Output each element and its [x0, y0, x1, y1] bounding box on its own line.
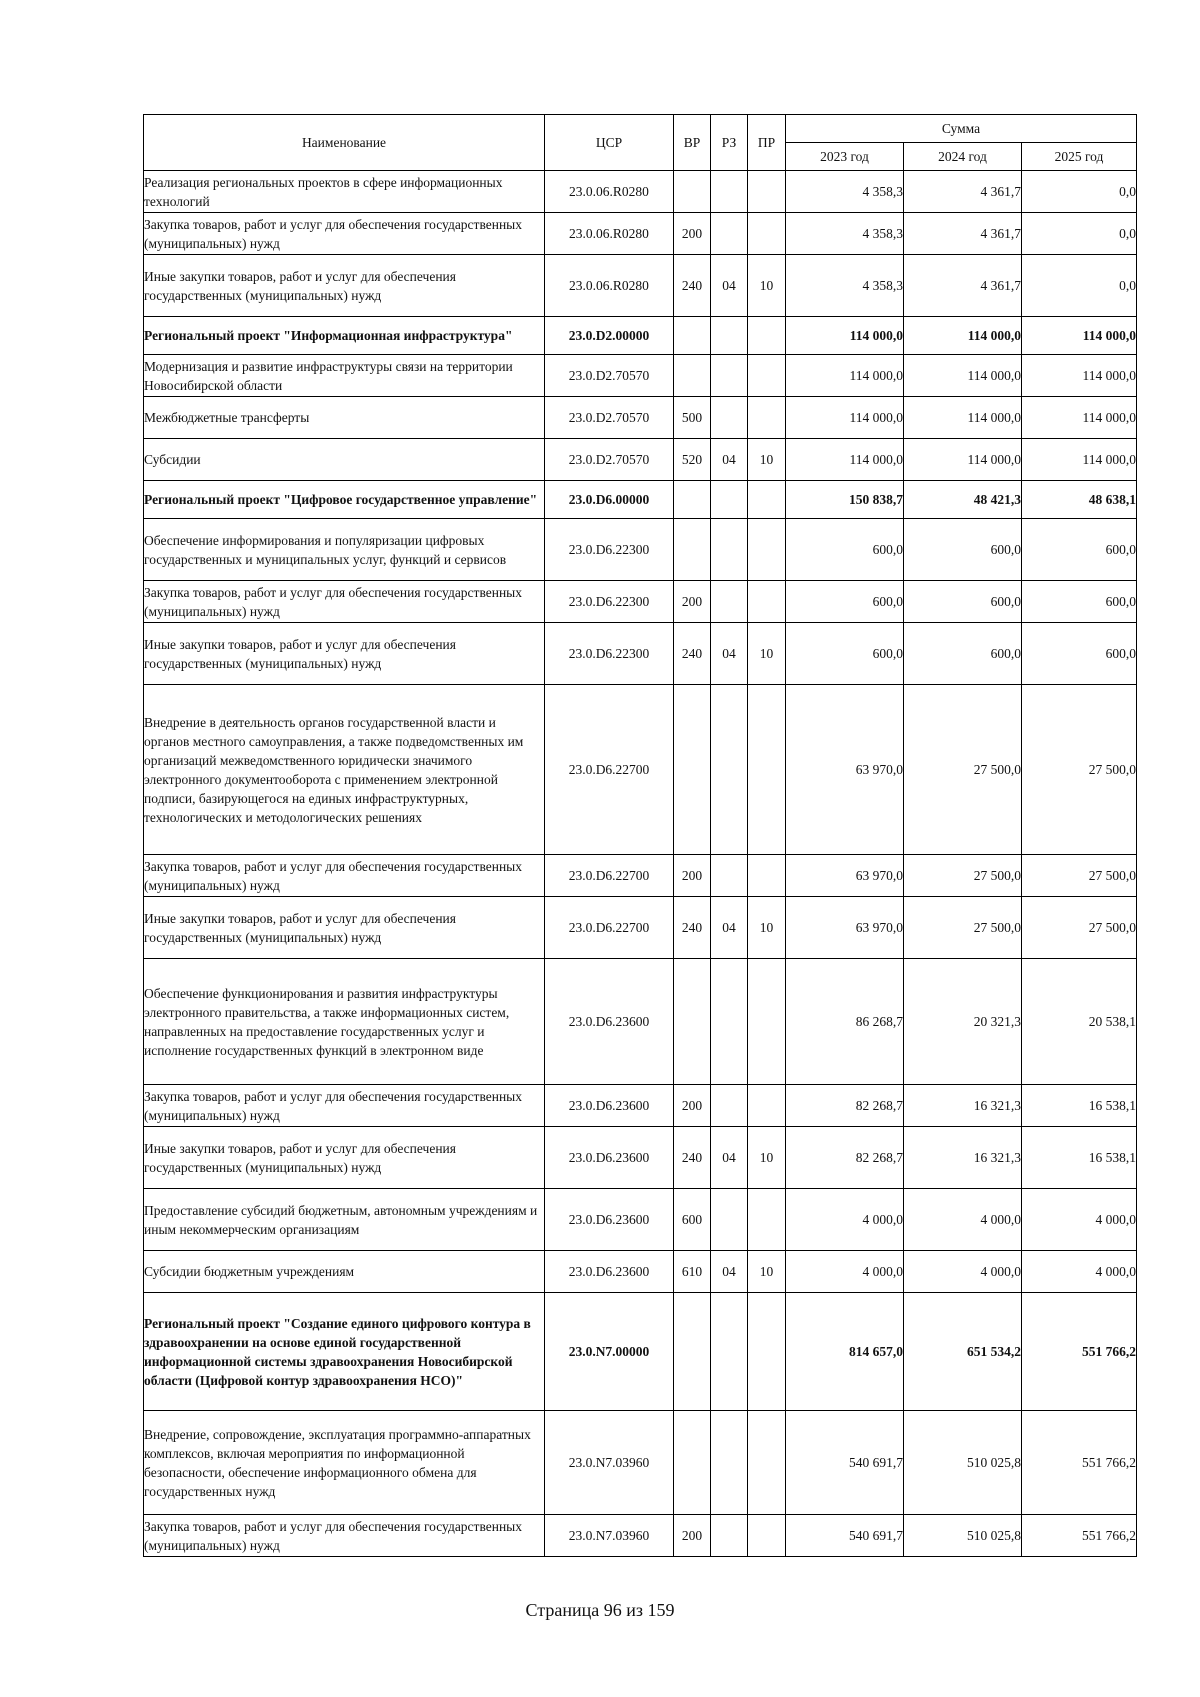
header-pr: ПР — [748, 115, 786, 171]
row-vr: 600 — [674, 1189, 711, 1251]
row-vr — [674, 1411, 711, 1515]
table-row — [144, 519, 1137, 581]
row-rz — [711, 855, 748, 897]
row-pr — [748, 1189, 786, 1251]
row-sum-2024: 114 000,0 — [904, 439, 1022, 481]
table-row — [144, 1127, 1137, 1189]
header-year-2023: 2023 год — [786, 143, 904, 171]
row-sum-2024: 4 361,7 — [904, 171, 1022, 213]
row-name: Внедрение в деятельность органов государственной власти и органов местного самоуправления, а также подведомственных им организаций межведомственного юридически значимого электронного документооборота с применением электронной подписи, базирующегося на единых инфраструктурных, технологических и методологических решениях — [144, 685, 545, 855]
row-sum-2025: 4 000,0 — [1022, 1251, 1137, 1293]
row-vr: 240 — [674, 897, 711, 959]
row-sum-2024: 4 000,0 — [904, 1251, 1022, 1293]
row-name: Региональный проект "Создание единого цифрового контура в здравоохранении на основе единой государственной информационной системы здравоохранения Новосибирской области (Цифровой контур здравоохранения НСО)" — [144, 1293, 545, 1411]
row-name: Предоставление субсидий бюджетным, автономным учреждениям и иным некоммерческим организациям — [144, 1189, 545, 1251]
row-pr — [748, 959, 786, 1085]
row-sum-2023: 63 970,0 — [786, 897, 904, 959]
row-vr: 500 — [674, 397, 711, 439]
table-row — [144, 171, 1137, 213]
row-sum-2024: 510 025,8 — [904, 1411, 1022, 1515]
header-sum: Сумма — [786, 115, 1137, 143]
header-year-2025: 2025 год — [1022, 143, 1137, 171]
row-vr: 200 — [674, 213, 711, 255]
row-name: Обеспечение функционирования и развития инфраструктуры электронного правительства, а также информационных систем, направленных на предоставление государственных услуг и исполнение государственных функций в электронном виде — [144, 959, 545, 1085]
row-pr — [748, 1411, 786, 1515]
row-vr — [674, 685, 711, 855]
row-pr: 10 — [748, 623, 786, 685]
row-sum-2024: 27 500,0 — [904, 855, 1022, 897]
row-sum-2024: 4 361,7 — [904, 213, 1022, 255]
budget-table — [143, 114, 1137, 1557]
row-sum-2025: 114 000,0 — [1022, 439, 1137, 481]
row-rz — [711, 519, 748, 581]
row-sum-2024: 4 000,0 — [904, 1189, 1022, 1251]
row-csr: 23.0.D6.23600 — [545, 1085, 674, 1127]
row-csr: 23.0.D6.00000 — [545, 481, 674, 519]
row-sum-2023: 4 358,3 — [786, 171, 904, 213]
row-name: Субсидии бюджетным учреждениям — [144, 1251, 545, 1293]
row-sum-2024: 4 361,7 — [904, 255, 1022, 317]
row-csr: 23.0.D6.23600 — [545, 1251, 674, 1293]
row-rz: 04 — [711, 439, 748, 481]
row-rz — [711, 1293, 748, 1411]
row-rz — [711, 685, 748, 855]
row-pr — [748, 685, 786, 855]
row-csr: 23.0.D6.22300 — [545, 623, 674, 685]
row-sum-2023: 600,0 — [786, 581, 904, 623]
row-sum-2025: 20 538,1 — [1022, 959, 1137, 1085]
row-csr: 23.0.D6.23600 — [545, 1127, 674, 1189]
table-row — [144, 355, 1137, 397]
row-rz — [711, 1515, 748, 1557]
row-sum-2023: 114 000,0 — [786, 397, 904, 439]
row-sum-2024: 651 534,2 — [904, 1293, 1022, 1411]
row-sum-2025: 27 500,0 — [1022, 685, 1137, 855]
row-name: Субсидии — [144, 439, 545, 481]
row-rz: 04 — [711, 897, 748, 959]
row-sum-2025: 27 500,0 — [1022, 897, 1137, 959]
row-sum-2024: 48 421,3 — [904, 481, 1022, 519]
row-name: Региональный проект "Информационная инфраструктура" — [144, 317, 545, 355]
table-row — [144, 317, 1137, 355]
row-sum-2024: 16 321,3 — [904, 1127, 1022, 1189]
row-pr — [748, 213, 786, 255]
row-sum-2024: 600,0 — [904, 581, 1022, 623]
row-name: Закупка товаров, работ и услуг для обеспечения государственных (муниципальных) нужд — [144, 581, 545, 623]
table-row — [144, 481, 1137, 519]
row-sum-2025: 0,0 — [1022, 171, 1137, 213]
row-vr: 240 — [674, 623, 711, 685]
row-sum-2023: 86 268,7 — [786, 959, 904, 1085]
header-year-2024: 2024 год — [904, 143, 1022, 171]
row-csr: 23.0.N7.03960 — [545, 1411, 674, 1515]
row-name: Закупка товаров, работ и услуг для обеспечения государственных (муниципальных) нужд — [144, 1085, 545, 1127]
row-csr: 23.0.D6.22300 — [545, 519, 674, 581]
row-sum-2025: 114 000,0 — [1022, 355, 1137, 397]
row-name: Иные закупки товаров, работ и услуг для обеспечения государственных (муниципальных) нужд — [144, 255, 545, 317]
row-name: Закупка товаров, работ и услуг для обеспечения государственных (муниципальных) нужд — [144, 855, 545, 897]
row-sum-2023: 82 268,7 — [786, 1127, 904, 1189]
row-name: Закупка товаров, работ и услуг для обеспечения государственных (муниципальных) нужд — [144, 1515, 545, 1557]
row-sum-2025: 16 538,1 — [1022, 1127, 1137, 1189]
row-sum-2025: 4 000,0 — [1022, 1189, 1137, 1251]
row-name: Межбюджетные трансферты — [144, 397, 545, 439]
header-rz: РЗ — [711, 115, 748, 171]
row-sum-2024: 20 321,3 — [904, 959, 1022, 1085]
table-row — [144, 623, 1137, 685]
row-vr — [674, 481, 711, 519]
row-rz: 04 — [711, 1127, 748, 1189]
table-row — [144, 581, 1137, 623]
row-rz — [711, 581, 748, 623]
row-pr — [748, 397, 786, 439]
row-rz — [711, 1085, 748, 1127]
row-name: Закупка товаров, работ и услуг для обеспечения государственных (муниципальных) нужд — [144, 213, 545, 255]
row-name: Обеспечение информирования и популяризации цифровых государственных и муниципальных услуг, функций и сервисов — [144, 519, 545, 581]
row-name: Иные закупки товаров, работ и услуг для обеспечения государственных (муниципальных) нужд — [144, 897, 545, 959]
row-rz: 04 — [711, 255, 748, 317]
row-pr — [748, 581, 786, 623]
page-number: Страница 96 из 159 — [525, 1600, 675, 1620]
row-rz — [711, 1411, 748, 1515]
row-sum-2023: 600,0 — [786, 519, 904, 581]
table-row — [144, 1189, 1137, 1251]
row-sum-2023: 150 838,7 — [786, 481, 904, 519]
table-row — [144, 1251, 1137, 1293]
header-csr: ЦСР — [545, 115, 674, 171]
row-name: Модернизация и развитие инфраструктуры связи на территории Новосибирской области — [144, 355, 545, 397]
table-row — [144, 897, 1137, 959]
row-sum-2024: 27 500,0 — [904, 685, 1022, 855]
row-pr — [748, 1293, 786, 1411]
row-pr: 10 — [748, 897, 786, 959]
row-sum-2024: 600,0 — [904, 623, 1022, 685]
row-csr: 23.0.06.R0280 — [545, 255, 674, 317]
row-rz — [711, 317, 748, 355]
row-sum-2023: 63 970,0 — [786, 855, 904, 897]
row-vr — [674, 317, 711, 355]
row-csr: 23.0.N7.00000 — [545, 1293, 674, 1411]
row-sum-2025: 600,0 — [1022, 623, 1137, 685]
row-rz — [711, 959, 748, 1085]
row-vr — [674, 171, 711, 213]
row-sum-2024: 600,0 — [904, 519, 1022, 581]
row-csr: 23.0.D2.70570 — [545, 397, 674, 439]
row-name: Иные закупки товаров, работ и услуг для обеспечения государственных (муниципальных) нужд — [144, 1127, 545, 1189]
row-sum-2025: 600,0 — [1022, 581, 1137, 623]
row-rz — [711, 355, 748, 397]
row-sum-2025: 114 000,0 — [1022, 397, 1137, 439]
row-sum-2024: 510 025,8 — [904, 1515, 1022, 1557]
row-vr: 200 — [674, 855, 711, 897]
row-rz — [711, 171, 748, 213]
row-sum-2025: 600,0 — [1022, 519, 1137, 581]
row-rz — [711, 1189, 748, 1251]
row-rz: 04 — [711, 1251, 748, 1293]
row-vr: 610 — [674, 1251, 711, 1293]
row-sum-2024: 114 000,0 — [904, 355, 1022, 397]
row-csr: 23.0.N7.03960 — [545, 1515, 674, 1557]
row-sum-2023: 4 000,0 — [786, 1189, 904, 1251]
row-sum-2025: 551 766,2 — [1022, 1293, 1137, 1411]
row-sum-2024: 16 321,3 — [904, 1085, 1022, 1127]
row-sum-2024: 114 000,0 — [904, 317, 1022, 355]
table-row — [144, 439, 1137, 481]
row-vr — [674, 959, 711, 1085]
table-body — [144, 171, 1137, 1557]
table-row — [144, 1293, 1137, 1411]
row-csr: 23.0.D2.70570 — [545, 439, 674, 481]
row-sum-2025: 0,0 — [1022, 213, 1137, 255]
row-vr: 200 — [674, 1085, 711, 1127]
row-name: Внедрение, сопровождение, эксплуатация программно-аппаратных комплексов, включая мероприятия по информационной безопасности, обеспечение информационного обмена для государственных нужд — [144, 1411, 545, 1515]
row-sum-2023: 114 000,0 — [786, 317, 904, 355]
row-csr: 23.0.D6.22700 — [545, 897, 674, 959]
row-sum-2023: 540 691,7 — [786, 1515, 904, 1557]
row-pr — [748, 519, 786, 581]
row-name: Реализация региональных проектов в сфере информационных технологий — [144, 171, 545, 213]
row-sum-2023: 82 268,7 — [786, 1085, 904, 1127]
row-pr — [748, 481, 786, 519]
row-sum-2023: 4 358,3 — [786, 255, 904, 317]
header-vr: ВР — [674, 115, 711, 171]
row-name: Иные закупки товаров, работ и услуг для обеспечения государственных (муниципальных) нужд — [144, 623, 545, 685]
row-vr — [674, 519, 711, 581]
row-pr — [748, 171, 786, 213]
row-vr — [674, 355, 711, 397]
row-csr: 23.0.D6.23600 — [545, 1189, 674, 1251]
table-row — [144, 1515, 1137, 1557]
row-sum-2023: 4 000,0 — [786, 1251, 904, 1293]
table-row — [144, 1411, 1137, 1515]
table-row — [144, 397, 1137, 439]
table-row — [144, 685, 1137, 855]
row-sum-2025: 551 766,2 — [1022, 1411, 1137, 1515]
row-pr: 10 — [748, 1251, 786, 1293]
row-sum-2025: 114 000,0 — [1022, 317, 1137, 355]
row-pr — [748, 1085, 786, 1127]
row-csr: 23.0.D6.22300 — [545, 581, 674, 623]
row-pr: 10 — [748, 1127, 786, 1189]
row-sum-2025: 0,0 — [1022, 255, 1137, 317]
row-sum-2023: 600,0 — [786, 623, 904, 685]
header-name: Наименование — [144, 115, 545, 171]
row-sum-2023: 114 000,0 — [786, 355, 904, 397]
row-vr: 200 — [674, 581, 711, 623]
row-sum-2025: 16 538,1 — [1022, 1085, 1137, 1127]
row-pr — [748, 317, 786, 355]
row-vr: 520 — [674, 439, 711, 481]
row-sum-2025: 27 500,0 — [1022, 855, 1137, 897]
row-name: Региональный проект "Цифровое государственное управление" — [144, 481, 545, 519]
row-rz — [711, 213, 748, 255]
row-sum-2023: 814 657,0 — [786, 1293, 904, 1411]
row-csr: 23.0.D6.23600 — [545, 959, 674, 1085]
row-pr — [748, 855, 786, 897]
row-rz — [711, 481, 748, 519]
row-pr — [748, 355, 786, 397]
row-rz: 04 — [711, 623, 748, 685]
row-csr: 23.0.D2.00000 — [545, 317, 674, 355]
row-csr: 23.0.D6.22700 — [545, 855, 674, 897]
row-pr — [748, 1515, 786, 1557]
row-sum-2023: 4 358,3 — [786, 213, 904, 255]
row-csr: 23.0.D2.70570 — [545, 355, 674, 397]
table-header — [144, 115, 1137, 171]
row-sum-2025: 551 766,2 — [1022, 1515, 1137, 1557]
row-vr: 240 — [674, 1127, 711, 1189]
row-sum-2024: 114 000,0 — [904, 397, 1022, 439]
row-pr: 10 — [748, 255, 786, 317]
row-sum-2023: 63 970,0 — [786, 685, 904, 855]
row-csr: 23.0.D6.22700 — [545, 685, 674, 855]
row-rz — [711, 397, 748, 439]
row-sum-2023: 540 691,7 — [786, 1411, 904, 1515]
row-sum-2025: 48 638,1 — [1022, 481, 1137, 519]
row-csr: 23.0.06.R0280 — [545, 171, 674, 213]
row-vr: 200 — [674, 1515, 711, 1557]
table-row — [144, 959, 1137, 1085]
table-row — [144, 255, 1137, 317]
table-row — [144, 855, 1137, 897]
table-row — [144, 213, 1137, 255]
row-vr — [674, 1293, 711, 1411]
row-pr: 10 — [748, 439, 786, 481]
row-sum-2024: 27 500,0 — [904, 897, 1022, 959]
row-csr: 23.0.06.R0280 — [545, 213, 674, 255]
table-row — [144, 1085, 1137, 1127]
row-sum-2023: 114 000,0 — [786, 439, 904, 481]
row-vr: 240 — [674, 255, 711, 317]
